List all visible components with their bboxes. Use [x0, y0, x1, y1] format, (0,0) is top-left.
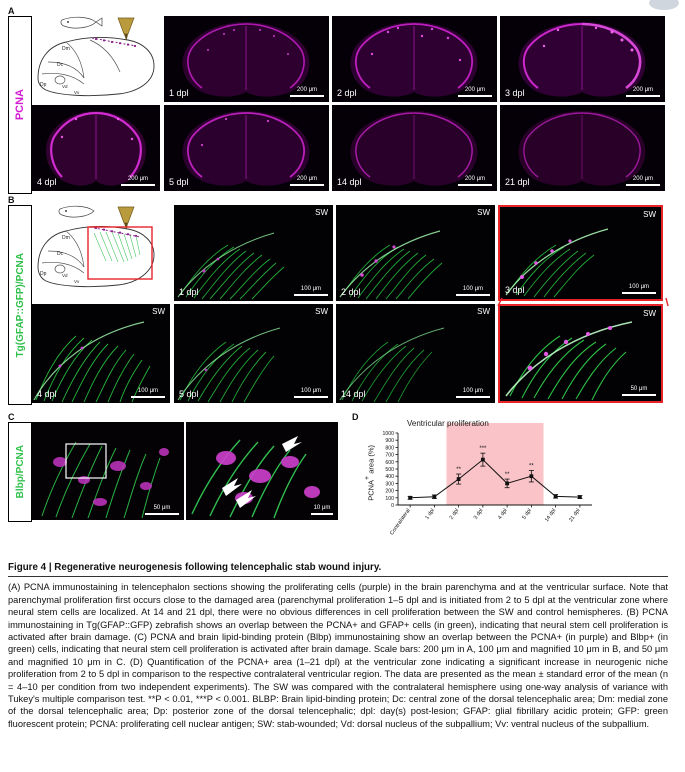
panel-b-image-inset-scale — [622, 386, 656, 396]
svg-text:14 dpl: 14 dpl — [543, 507, 558, 524]
panel-b-axis-label: Tg(GFAP::GFP)/PCNA — [14, 252, 26, 358]
panel-b-image-4dpl — [32, 304, 170, 403]
svg-text:5 dpl: 5 dpl — [521, 507, 534, 521]
panel-b-image-2dpl-label: 2 dpl — [341, 287, 361, 297]
panel-b-axis-label-box — [8, 205, 32, 405]
panel-c-image-overview — [32, 422, 184, 520]
svg-text:Dc: Dc — [57, 251, 64, 257]
panel-d — [352, 412, 602, 545]
panel-a-image-1dpl-scale — [290, 87, 324, 97]
svg-text:Vd: Vd — [62, 273, 68, 278]
figure-caption — [8, 562, 668, 730]
svg-text:500: 500 — [385, 467, 394, 473]
svg-text:Vv: Vv — [74, 279, 80, 284]
panel-a-image-3dpl-scale — [626, 87, 660, 97]
scalebar-line — [456, 294, 490, 296]
panel-c-image-overview-scale — [145, 505, 179, 515]
panel-a-image-1dpl — [164, 16, 329, 102]
scalebar-line — [294, 396, 328, 398]
svg-text:Dc: Dc — [57, 62, 64, 68]
panel-a-schematic — [32, 16, 160, 102]
panel-b-image-14dpl-scale — [456, 388, 490, 398]
panel-a-image-5dpl — [164, 105, 329, 191]
scalebar-line — [622, 292, 656, 294]
figure-title: Figure 4 | Regenerative neurogenesis following telencephalic stab wound injury. — [8, 562, 382, 573]
panel-a-image-21dpl-label: 21 dpl — [505, 177, 530, 187]
panel-a-image-2dpl — [332, 16, 497, 102]
brain-schematic-icon — [32, 16, 160, 102]
svg-text:2 dpl: 2 dpl — [448, 507, 461, 521]
panel-c-image-magnified-scale — [311, 505, 333, 515]
scalebar-text: 200 μm — [464, 176, 486, 182]
scalebar-line — [458, 95, 492, 97]
chart-y-axis-title: PCNA+ area (%) — [364, 445, 376, 501]
panel-b-schematic — [32, 205, 170, 301]
panel-c-axis-label-box — [8, 422, 32, 522]
svg-text:Contralateral: Contralateral — [389, 507, 412, 537]
brain-schematic-icon — [32, 205, 170, 301]
panel-b-image-3dpl-corner: SW — [643, 210, 656, 219]
chart-title: Ventricular proliferation — [407, 419, 489, 428]
scalebar-text: 200 μm — [296, 87, 318, 93]
panel-a-image-14dpl-scale — [458, 176, 492, 186]
panel-b-image-1dpl-corner: SW — [315, 208, 328, 217]
scalebar-text: 100 μm — [462, 388, 484, 394]
panel-b-image-5dpl — [174, 304, 333, 403]
scalebar-line — [131, 396, 165, 398]
panel-b-image-14dpl-label: 14 dpl — [341, 389, 366, 399]
scalebar-text: 200 μm — [127, 176, 149, 182]
scalebar-text: 100 μm — [462, 286, 484, 292]
panel-b-image-14dpl — [336, 304, 495, 403]
panel-a-axis-label-box — [8, 16, 32, 194]
svg-text:Dm: Dm — [62, 235, 70, 241]
svg-text:300: 300 — [385, 481, 394, 488]
svg-text:**: ** — [456, 467, 461, 474]
scalebar-line — [622, 394, 656, 396]
panel-c — [8, 412, 338, 523]
panel-b-image-3dpl-label: 3 dpl — [505, 285, 525, 295]
svg-text:100: 100 — [385, 495, 394, 502]
page-corner-decoration — [649, 0, 679, 10]
panel-a-image-2dpl-scale — [458, 87, 492, 97]
panel-a — [8, 6, 676, 194]
panel-b-image-3dpl-scale — [622, 284, 656, 294]
svg-text:4 dpl: 4 dpl — [497, 507, 509, 521]
panel-a-image-21dpl-scale — [626, 176, 660, 186]
svg-text:21 dpl: 21 dpl — [568, 507, 582, 524]
panel-b-image-inset — [498, 304, 663, 403]
scalebar-line — [290, 184, 324, 186]
svg-text:400: 400 — [385, 474, 394, 481]
scalebar-line — [458, 184, 492, 186]
panel-c-letter: C — [8, 412, 15, 422]
panel-c-image-magnified — [186, 422, 338, 520]
panel-b-image-2dpl-scale — [456, 286, 490, 296]
panel-b-image-2dpl — [336, 205, 495, 301]
panel-c-axis-label: Blbp/PCNA — [14, 445, 26, 499]
panel-a-image-5dpl-scale — [290, 176, 324, 186]
scalebar-text: 100 μm — [300, 388, 322, 394]
panel-a-axis-label: PCNA — [14, 89, 26, 121]
panel-b-image-4dpl-label: 4 dpl — [37, 389, 57, 399]
svg-text:800: 800 — [385, 445, 394, 452]
panel-b-image-5dpl-corner: SW — [315, 307, 328, 316]
svg-text:600: 600 — [385, 459, 394, 466]
svg-text:1000: 1000 — [382, 431, 394, 437]
scalebar-line — [121, 184, 155, 186]
panel-a-image-3dpl — [500, 16, 665, 102]
svg-text:200: 200 — [385, 488, 394, 495]
svg-text:0: 0 — [391, 503, 394, 509]
panel-a-image-1dpl-label: 1 dpl — [169, 88, 189, 98]
scalebar-line — [456, 396, 490, 398]
svg-text:Dm: Dm — [62, 46, 70, 52]
ventricular-proliferation-chart — [352, 417, 602, 545]
panel-b — [8, 195, 676, 408]
scalebar-text: 10 μm — [313, 505, 331, 511]
panel-b-image-5dpl-scale — [294, 388, 328, 398]
scalebar-text: 100 μm — [628, 284, 650, 290]
svg-text:Vd: Vd — [62, 84, 68, 89]
svg-text:Dp: Dp — [40, 82, 47, 88]
svg-text:Vv: Vv — [74, 90, 80, 95]
panel-a-image-2dpl-label: 2 dpl — [337, 88, 357, 98]
svg-text:**: ** — [529, 463, 534, 470]
scalebar-line — [311, 513, 333, 515]
panel-b-image-1dpl-scale — [294, 286, 328, 296]
panel-a-image-14dpl-label: 14 dpl — [337, 177, 362, 187]
panel-a-image-4dpl — [32, 105, 160, 191]
panel-b-image-4dpl-scale — [131, 388, 165, 398]
panel-a-image-14dpl — [332, 105, 497, 191]
panel-d-letter: D — [352, 412, 359, 422]
scalebar-line — [626, 95, 660, 97]
scalebar-text: 200 μm — [632, 176, 654, 182]
panel-b-letter: B — [8, 195, 15, 205]
panel-b-image-2dpl-corner: SW — [477, 208, 490, 217]
scalebar-text: 100 μm — [300, 286, 322, 292]
scalebar-line — [626, 184, 660, 186]
panel-b-image-14dpl-corner: SW — [477, 307, 490, 316]
panel-a-image-3dpl-label: 3 dpl — [505, 88, 525, 98]
caption-divider — [8, 576, 668, 577]
scalebar-text: 100 μm — [137, 388, 159, 394]
svg-text:700: 700 — [385, 452, 394, 459]
panel-b-image-1dpl — [174, 205, 333, 301]
scalebar-text: 50 μm — [153, 505, 171, 511]
svg-text:***: *** — [479, 446, 487, 453]
scalebar-line — [145, 513, 179, 515]
panel-b-image-5dpl-label: 5 dpl — [179, 389, 199, 399]
svg-text:Dp: Dp — [40, 271, 47, 277]
scalebar-line — [294, 294, 328, 296]
panel-a-image-4dpl-label: 4 dpl — [37, 177, 57, 187]
svg-text:**: ** — [504, 472, 510, 479]
panel-a-letter: A — [8, 6, 15, 16]
scalebar-text: 200 μm — [464, 87, 486, 93]
svg-text:3 dpl: 3 dpl — [472, 507, 485, 521]
svg-text:900: 900 — [385, 438, 394, 445]
scalebar-text: 50 μm — [630, 386, 648, 392]
panel-a-image-5dpl-label: 5 dpl — [169, 177, 189, 187]
panel-a-image-21dpl — [500, 105, 665, 191]
scalebar-text: 200 μm — [632, 87, 654, 93]
scalebar-line — [290, 95, 324, 97]
scalebar-text: 200 μm — [296, 176, 318, 182]
figure-caption-text: (A) PCNA immunostaining in telencephalon sections showing the proliferating cells (purple) in the brain parenchyma and at the ventricular surface. Note that parenchymal proliferation first occurs close to the damaged area (parenchymal proliferation 1–5 dpl and is initiated from 2 to 5 dpl at the ventricular zone where neural stem cells are localized. At 14 and 21 dpl, there were no obvious differences in cell proliferation between the SW and control hemispheres. (B) PCNA immunostaining in Tg(GFAP::GFP) zebrafish shows an overlap between the PCNA+ and GFAP+ cells (in green), indicating that neural stem cell proliferation is activated after brain damage. (C) PCNA and brain lipid-binding protein (Blbp) immunostaining show an overlap between the PCNA+ (in purple) and Blbp+ (in green) cells, indicating that neural stem cell proliferation is activated after brain damage. Scale bars: 200 μm in A, 100 μm and magnified 10 μm in B, and 50 μm and magnified 10 μm in C. (D) Quantification of the PCNA+ area (1–21 dpl) at the ventricular zone indicating a significant increase in neurogenic niche proliferation from 2 to 5 dpl in comparison to the respective contralateral ventricular region. The data are presented as the mean ± standard error of the mean (n = 4–10 per condition from two independent experiments). The SW was compared with the contralateral hemisphere using one-way analysis of variance with Tukey's multiple comparison test. **P < 0.01, ***P < 0.001. BLBP: Brain lipid-binding protein; Dc: central zone of the dorsal telencephalic area; Dm: medial zone of the dorsal telencephalic area; Dp: posterior zone of the dorsal telencephalic; dpl: day(s) post-lesion; GFAP: glial fibrillary acidic protein; GFP: green fluorescent protein; PCNA: proliferating cell nuclear antigen; SW: stab-wounded; Vd: dorsal nucleus of the subpallium; Vv: ventral nucleus of the subpallium. — [8, 582, 668, 729]
panel-b-image-1dpl-label: 1 dpl — [179, 287, 199, 297]
panel-b-image-inset-corner: SW — [643, 309, 656, 318]
panel-a-image-4dpl-scale — [121, 176, 155, 186]
panel-b-image-4dpl-corner: SW — [152, 307, 165, 316]
panel-b-image-3dpl — [498, 205, 663, 301]
svg-text:1 dpl: 1 dpl — [424, 507, 437, 521]
